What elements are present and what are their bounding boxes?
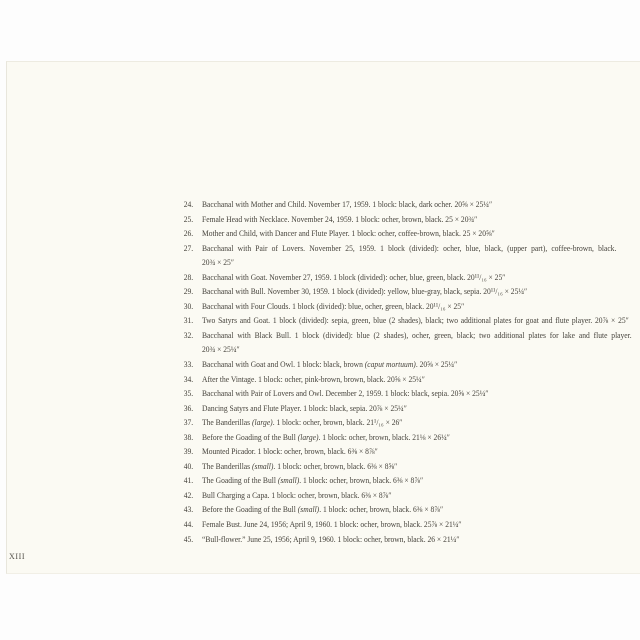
italic-text: (large) [297, 431, 319, 442]
plate-text: 20¾ × 25″ [202, 257, 234, 268]
plate-number: 41. [183, 475, 194, 486]
plate-number: 33. [183, 359, 194, 370]
plate-text: The Banderillas (large). 1 block: ocher, brown, black. 21¹/₁₆ × 26″ [202, 417, 403, 428]
plate-text: Bacchanal with Goat and Owl. 1 block: black, brown (caput mortuum). 20⅝ × 25¼″ [202, 359, 458, 370]
plate-text: Bacchanal with Pair of Lovers. November 25, 1959. 1 block (divided): ocher, blue, black, (upper part), coffee-brown, black. [202, 242, 617, 253]
list-item [180, 212, 638, 227]
list-item [180, 241, 638, 256]
list-item [180, 444, 638, 459]
plate-number: 24. [183, 199, 194, 209]
list-item [180, 270, 638, 285]
plate-number [180, 255, 193, 270]
list-item [180, 284, 638, 299]
plate-number: 38. [183, 431, 194, 442]
plate-number: 37. [183, 417, 194, 428]
italic-text: (large) [251, 417, 273, 428]
plate-text: Bacchanal with Bull. November 30, 1959. 1 block (divided): yellow, blue-gray, black, sepia. 20¹¹/₁₆ × 25¼″ [202, 286, 528, 297]
plate-text: Before the Goading of the Bull (small). 1 block: ocher, brown, black. 6⅜ × 8⅞″ [202, 504, 444, 515]
plate-number: 31. [183, 315, 194, 326]
list-item [180, 430, 638, 445]
list-item [180, 372, 638, 387]
list-item [180, 357, 638, 372]
plate-text: Dancing Satyrs and Flute Player. 1 block: black, sepia. 20⅞ × 25¼″ [202, 402, 407, 413]
italic-text: (small) [277, 475, 300, 486]
plate-text: Bacchanal with Mother and Child. November 17, 1959. 1 block: black, dark ocher. 20⅝ × 25¼″ [202, 199, 493, 209]
plate-number [180, 342, 193, 357]
list-item [180, 386, 638, 401]
plate-number: 35. [183, 388, 194, 399]
plate-text: Female Head with Necklace. November 24, 1959. 1 block: ocher, brown, black. 25 × 20¾″ [202, 213, 478, 224]
list-item [180, 502, 638, 517]
list-item [180, 517, 638, 532]
list-item [180, 255, 638, 270]
plate-text: Mother and Child, with Dancer and Flute Player. 1 block: ocher, coffee-brown, black. 25 × 20⅝″ [202, 228, 495, 239]
plate-text: Bacchanal with Goat. November 27, 1959. 1 block (divided): ocher, blue, green, black. 20¹¹/₁₆ × 25″ [202, 271, 506, 282]
plate-text: Two Satyrs and Goat. 1 block (divided): sepia, green, blue (2 shades), black; two additional plates for goat and flute player. 20⅞ × 25″ [202, 315, 629, 326]
plate-text: The Banderillas (small). 1 block: ocher, brown, black. 6⅜ × 8⅝″ [202, 460, 398, 471]
page-number: XIII [9, 552, 26, 561]
plate-text: “Bull-flower.” June 25, 1956; April 9, 1960. 1 block: ocher, brown, black. 26 × 21¼″ [202, 533, 460, 544]
list-item [180, 473, 638, 488]
plate-number: 32. [183, 329, 194, 340]
list-item [180, 197, 638, 212]
list-item [180, 488, 638, 503]
plate-text: Before the Goading of the Bull (large). 1 block: ocher, brown, black. 21⅛ × 26¼″ [202, 431, 450, 442]
plate-text: Mounted Picador. 1 block: ocher, brown, black. 6⅜ × 8⅞″ [202, 446, 378, 457]
list-item [180, 401, 638, 416]
plate-text: The Goading of the Bull (small). 1 block: ocher, brown, black. 6⅜ × 8⅞″ [202, 475, 424, 486]
italic-text: (small) [251, 460, 274, 471]
plate-number: 36. [183, 402, 194, 413]
plate-text: Bacchanal with Black Bull. 1 block (divided): blue (2 shades), ocher, green, black; two additional plates for lake and flute player. [202, 329, 632, 340]
plate-text: 20¾ × 25¼″ [202, 344, 240, 355]
list-item [180, 342, 638, 357]
list-item [180, 299, 638, 314]
plate-number: 39. [183, 446, 194, 457]
plate-text: Bacchanal with Pair of Lovers and Owl. December 2, 1959. 1 block: black, sepia. 20⅝ × 25¼″ [202, 388, 489, 399]
plate-number: 26. [183, 228, 194, 239]
plate-text: After the Vintage. 1 block: ocher, pink-brown, brown, black. 20⅝ × 25¼″ [202, 373, 425, 384]
plate-number: 44. [183, 519, 194, 530]
plate-number: 27. [183, 242, 194, 253]
plate-number: 28. [183, 271, 194, 282]
list-item [180, 532, 638, 547]
plate-number: 45. [183, 533, 194, 544]
list-item [180, 313, 638, 328]
plate-number: 43. [183, 504, 194, 515]
plate-text: Bacchanal with Four Clouds. 1 block (divided): blue, ocher, green, black. 20¹¹/₁₆ × 25″ [202, 300, 465, 311]
list-item [180, 415, 638, 430]
list-item [180, 226, 638, 241]
plate-number: 34. [183, 373, 194, 384]
list-item [180, 328, 638, 343]
plate-text: Female Bust. June 24, 1956; April 9, 1960. 1 block: ocher, brown, black. 25⅞ × 21¼″ [202, 519, 462, 530]
plate-text: Bull Charging a Capa. 1 block: ocher, brown, black. 6⅜ × 8⅞″ [202, 489, 392, 500]
plate-number: 30. [183, 300, 194, 311]
list-item [180, 459, 638, 474]
book-page [6, 61, 640, 574]
italic-text: (caput mortuum) [364, 359, 416, 370]
plate-number: 42. [183, 489, 194, 500]
plate-number: 40. [183, 460, 194, 471]
plate-number: 29. [183, 286, 194, 297]
plates-list [180, 197, 638, 546]
italic-text: (small) [297, 504, 320, 515]
plate-number: 25. [183, 213, 194, 224]
